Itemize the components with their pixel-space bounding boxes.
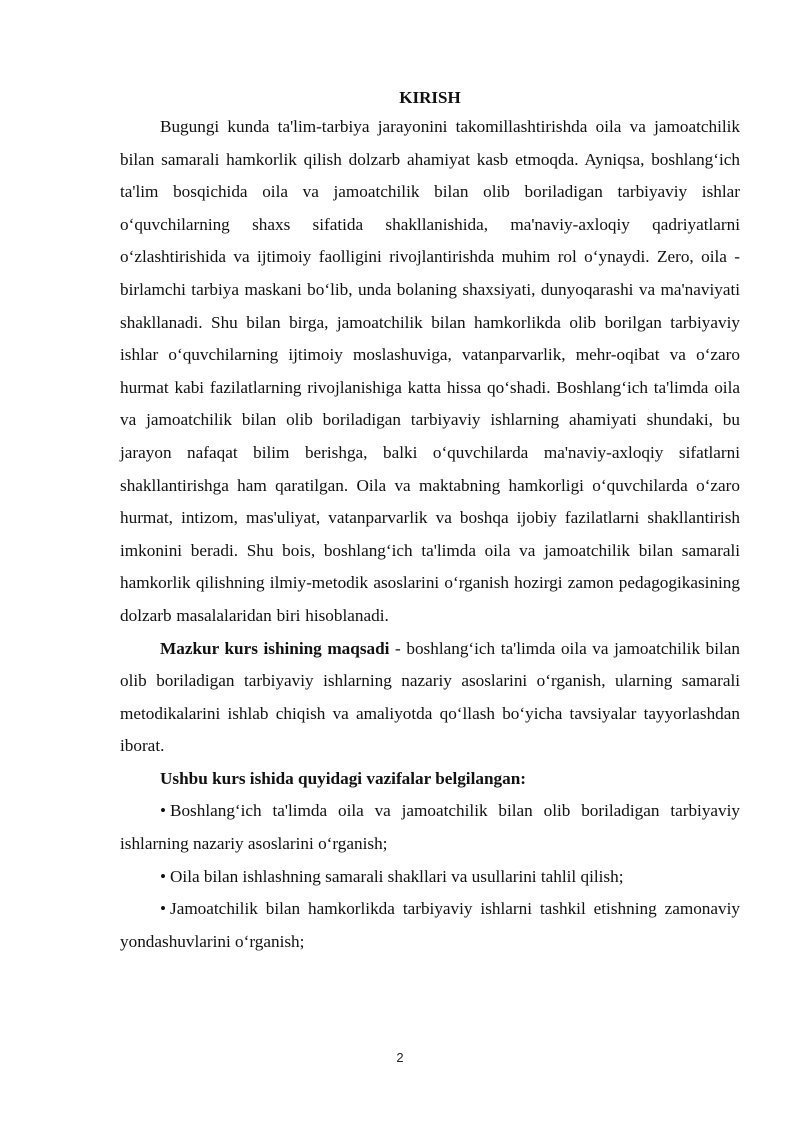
tasks-heading: Ushbu kurs ishida quyidagi vazifalar belgilangan: [160, 768, 526, 788]
goal-text: - boshlang‘ich ta'limda oila va jamoatchilik bilan olib boriladigan tarbiyaviy ishlarning nazariy asoslarini o‘rganish, ularning samarali metodikalarini ishlab chiqish va amaliyotda qo‘llash bo‘yicha tavsiyalar tayyorlashdan iborat. [120, 638, 740, 756]
task-text: Oila bilan ishlashning samarali shakllari va usullarini tahlil qilish; [170, 866, 624, 886]
bullet-icon: • [160, 801, 167, 821]
task-text: Jamoatchilik bilan hamkorlikda tarbiyaviy ishlarni tashkil etishning zamonaviy yondashuvlarini o‘rganish; [120, 899, 740, 951]
bullet-icon: • [160, 899, 167, 919]
goal-lead: Mazkur kurs ishining maqsadi [160, 638, 390, 658]
goal-paragraph [120, 633, 740, 763]
task-item [120, 795, 740, 860]
task-text: Boshlang‘ich ta'limda oila va jamoatchilik bilan olib boriladigan tarbiyaviy ishlarning nazariy asoslarini o‘rganish; [120, 801, 740, 854]
task-item [120, 861, 740, 894]
bullet-icon: • [160, 866, 167, 886]
page-number: 2 [396, 1050, 404, 1065]
document-page [120, 86, 740, 958]
intro-paragraph: Bugungi kunda ta'lim-tarbiya jarayonini takomillashtirishda oila va jamoatchilik bilan samarali hamkorlik qilish dolzarb ahamiyat kasb etmoqda. Ayniqsa, boshlang‘ich ta'lim bosqichida oila va jamoatchilik bilan olib boriladigan tarbiyaviy ishlar o‘quvchilarning shaxs sifatida shakllanishida, ma'naviy-axloqiy qadriyatlarni o‘zlashtirishida va ijtimoiy faolligini rivojlantirishda muhim rol o‘ynaydi. Zero, oila - birlamchi tarbiya maskani bo‘lib, unda bolaning shaxsiyati, dunyoqarashi va ma'naviyati shakllanadi. Shu bilan birga, jamoatchilik bilan hamkorlikda olib borilgan tarbiyaviy ishlar o‘quvchilarning ijtimoiy moslashuviga, vatanparvarlik, mehr-oqibat va o‘zaro hurmat kabi fazilatlarning rivojlanishiga katta hissa qo‘shadi. Boshlang‘ich ta'limda oila va jamoatchilik bilan olib boriladigan tarbiyaviy ishlarning ahamiyati shundaki, bu jarayon nafaqat bilim berishga, balki o‘quvchilarda ma'naviy-axloqiy sifatlarni shakllantirishga ham qaratilgan. Oila va maktabning hamkorligi o‘quvchilarda o‘zaro hurmat, intizom, mas'uliyat, vatanparvarlik va boshqa ijobiy fazilatlarni shakllantirish imkonini beradi. Shu bois, boshlang‘ich ta'limda oila va jamoatchilik bilan samarali hamkorlik qilishning ilmiy-metodik asoslarini o‘rganish hozirgi zamon pedagogikasining dolzarb masalalaridan biri hisoblanadi. [120, 117, 740, 625]
task-item [120, 893, 740, 958]
section-title: KIRISH [399, 88, 461, 107]
